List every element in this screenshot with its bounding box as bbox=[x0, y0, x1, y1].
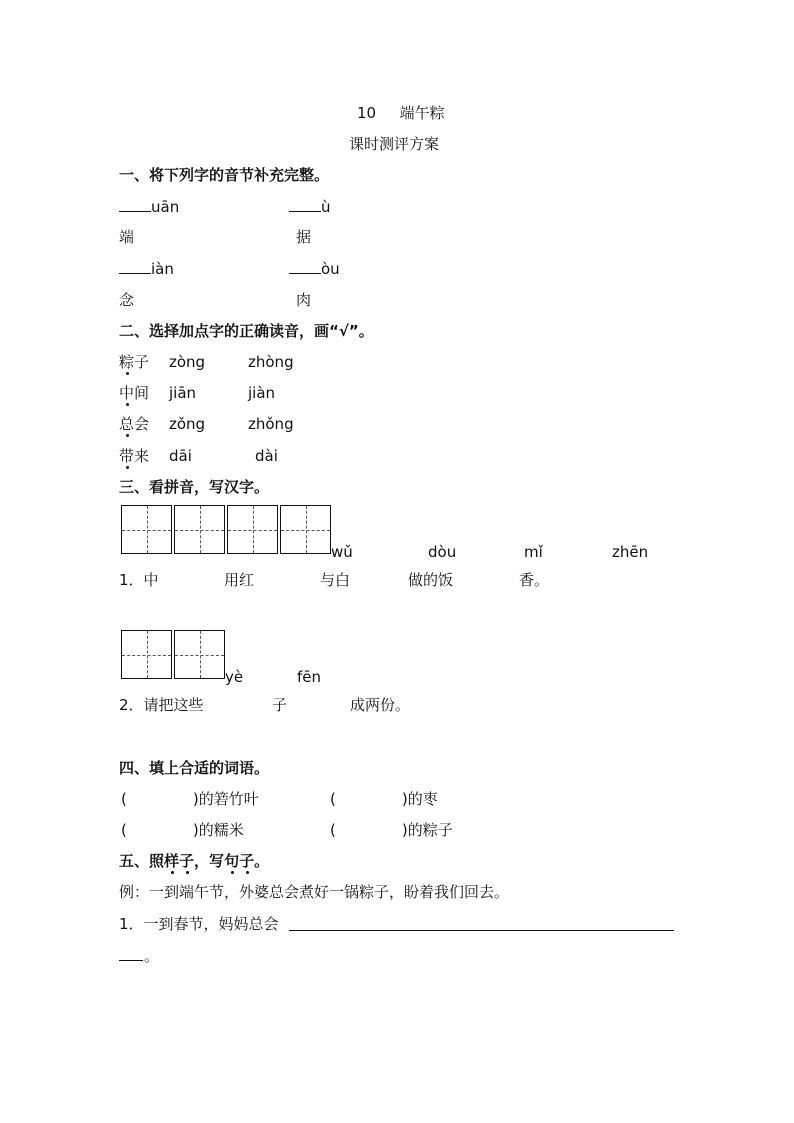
example-sentence: 例：一到端午节，外婆总会煮好一锅粽子，盼着我们回去。 bbox=[119, 883, 510, 901]
q1-text: 与白 bbox=[320, 571, 351, 589]
q2-text: 成两份。 bbox=[350, 696, 411, 714]
answer-blank[interactable] bbox=[119, 197, 151, 212]
pinyin-prompt: zhēn bbox=[612, 543, 649, 561]
q1-text: 用红 bbox=[224, 571, 255, 589]
option-a[interactable]: dāi bbox=[169, 447, 192, 465]
answer-blank[interactable] bbox=[119, 259, 151, 274]
section-4-title: 四、填上合适的词语。 bbox=[119, 759, 270, 777]
page-title bbox=[357, 103, 445, 123]
lesson-title: 端午粽 bbox=[399, 104, 445, 122]
pinyin-fill-2: ù bbox=[289, 197, 331, 217]
pinyin-prompt: dòu bbox=[428, 543, 457, 561]
reading-row-3: 总会 bbox=[119, 415, 150, 433]
answer-line[interactable] bbox=[119, 960, 143, 961]
q2-text: 2．请把这些 bbox=[119, 696, 204, 714]
sentence-prompt: 1．一到春节，妈妈总会 bbox=[119, 915, 279, 933]
option-b[interactable]: dài bbox=[255, 447, 278, 465]
fill-word-4: ( )的粽子 bbox=[330, 821, 453, 839]
pinyin-prompt: mǐ bbox=[524, 543, 543, 561]
answer-line[interactable] bbox=[289, 930, 674, 931]
fill-word-3: ( )的糯米 bbox=[121, 821, 244, 839]
section-3-title: 三、看拼音，写汉字。 bbox=[119, 478, 270, 496]
option-b[interactable]: zhòng bbox=[248, 353, 294, 371]
sentence-end: 。 bbox=[144, 947, 160, 965]
option-a[interactable]: zǒng bbox=[169, 415, 206, 433]
option-a[interactable]: zòng bbox=[169, 353, 206, 371]
section-1-title: 一、将下列字的音节补充完整。 bbox=[119, 166, 330, 184]
pinyin-prompt: wǔ bbox=[331, 543, 353, 561]
reading-row-4: 带来 bbox=[119, 447, 150, 465]
q2-text: 子 bbox=[272, 696, 288, 714]
lesson-number: 10 bbox=[357, 104, 377, 122]
q1-text: 做的饭 bbox=[408, 571, 454, 589]
section-2-title: 二、选择加点字的正确读音，画“√”。 bbox=[119, 322, 374, 340]
option-a[interactable]: jiān bbox=[169, 384, 197, 402]
pinyin-fill-1: uān bbox=[119, 197, 179, 217]
fill-word-2: ( )的枣 bbox=[330, 790, 438, 808]
pinyin-prompt: fēn bbox=[297, 668, 322, 686]
char-2: 据 bbox=[296, 228, 312, 246]
option-b[interactable]: jiàn bbox=[248, 384, 276, 402]
writing-grid[interactable] bbox=[280, 505, 331, 554]
answer-blank[interactable] bbox=[289, 259, 321, 274]
q1-text: 香。 bbox=[519, 571, 550, 589]
pinyin-fill-4: òu bbox=[289, 259, 340, 279]
option-b[interactable]: zhǒng bbox=[248, 415, 294, 433]
reading-row-1: 粽子 bbox=[119, 353, 150, 371]
page-subtitle: 课时测评方案 bbox=[349, 135, 440, 153]
reading-row-2: 中间 bbox=[119, 384, 150, 402]
char-3: 念 bbox=[119, 291, 135, 309]
q1-text: 1．中 bbox=[119, 571, 159, 589]
section-5-title: 五、照样子，写句子。 bbox=[119, 852, 270, 870]
pinyin-prompt: yè bbox=[225, 668, 244, 686]
writing-grid[interactable] bbox=[121, 630, 172, 679]
answer-blank[interactable] bbox=[289, 197, 321, 212]
writing-grid[interactable] bbox=[121, 505, 172, 554]
char-4: 肉 bbox=[296, 291, 312, 309]
writing-grid[interactable] bbox=[174, 630, 225, 679]
writing-grid[interactable] bbox=[174, 505, 225, 554]
fill-word-1: ( )的箬竹叶 bbox=[121, 790, 259, 808]
writing-grid[interactable] bbox=[227, 505, 278, 554]
char-1: 端 bbox=[119, 228, 135, 246]
pinyin-fill-3: iàn bbox=[119, 259, 174, 279]
